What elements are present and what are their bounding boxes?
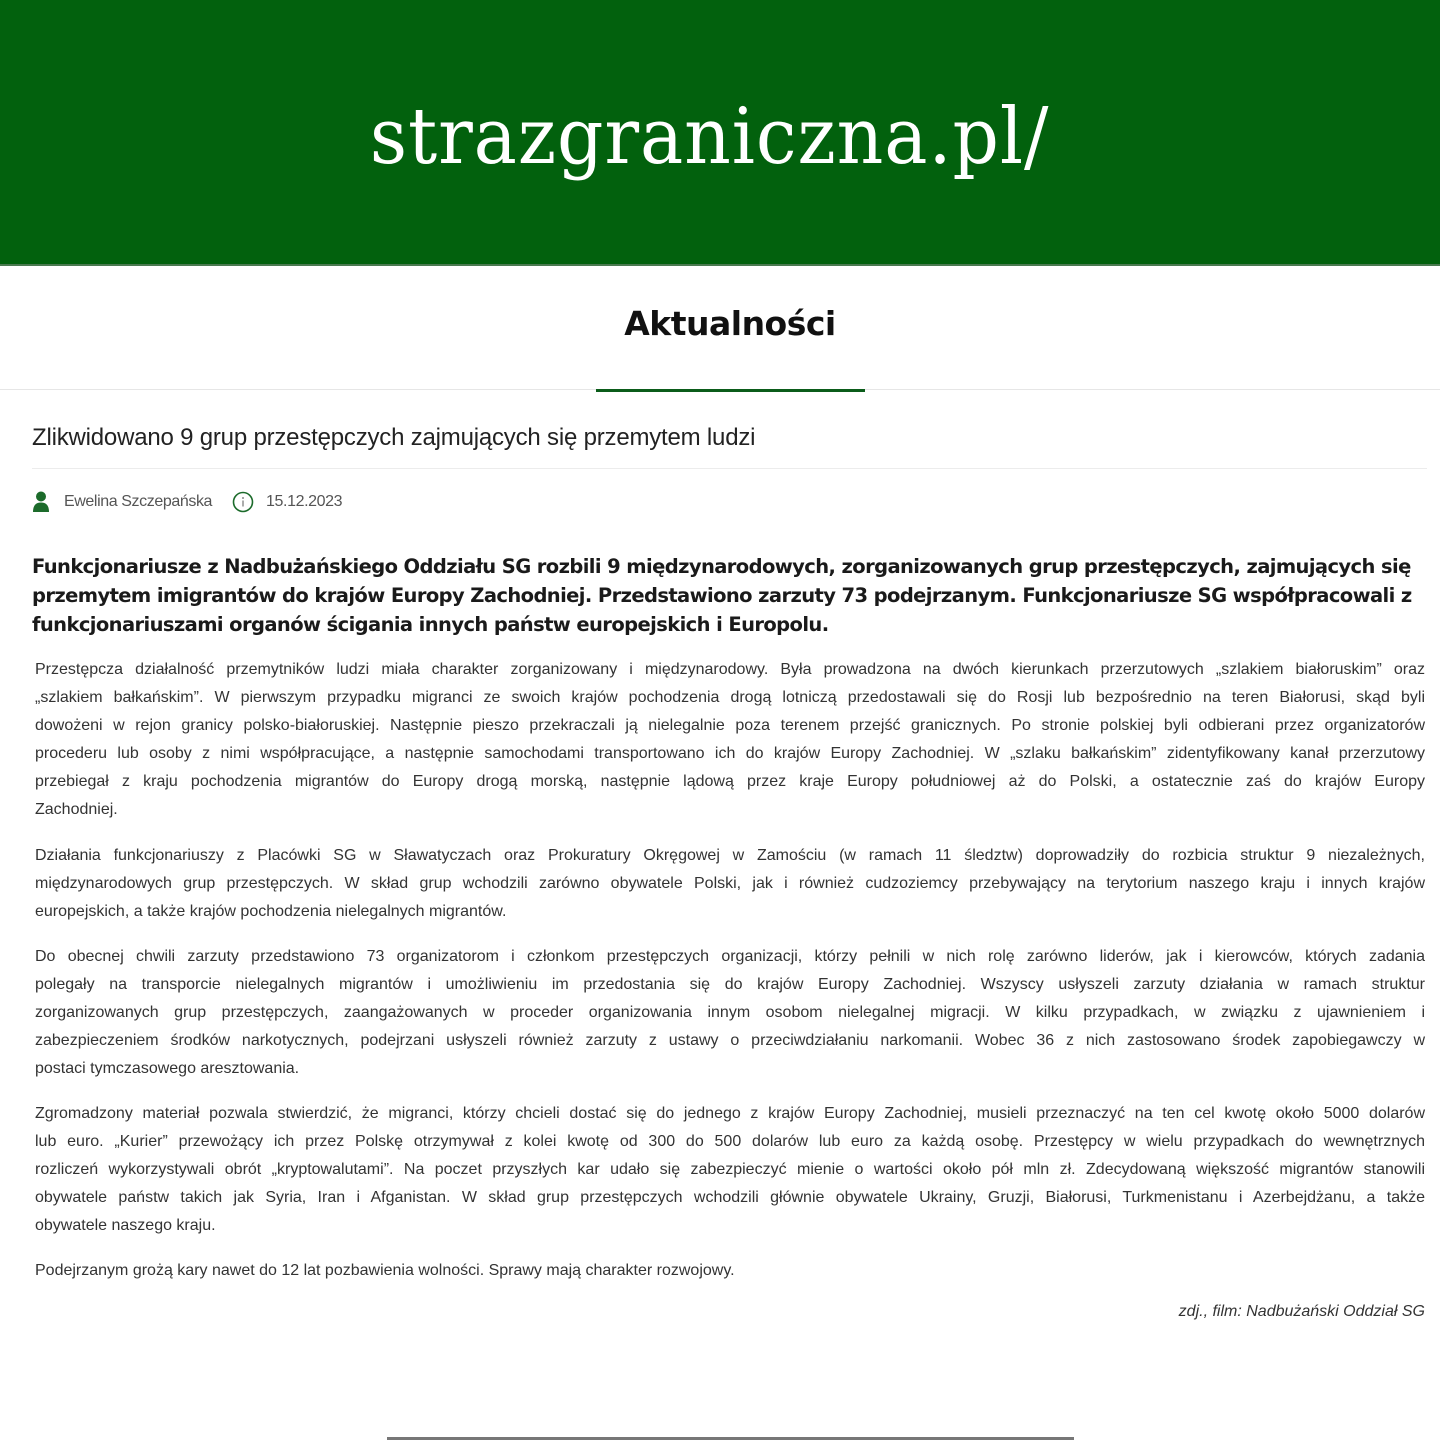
article-author[interactable]: Ewelina Szczepańska <box>64 493 213 510</box>
lead-line: Funkcjonariusze z Nadbużańskiego Oddziału SG rozbili 9 międzynarodowych, zorganizowanych grup przestępczych, zajmujących się <box>32 555 1411 578</box>
paragraph-line: Do obecnej chwili zarzuty przedstawiono 73 organizatorom i członkom przestępczych organizacji, którzy pełnili w nich rolę zarówno liderów, jak i kierowców, których zadania <box>35 948 1425 965</box>
article-paragraph <box>35 1100 1425 1240</box>
paragraph-line: europejskich, a także krajów pochodzenia nielegalnych migrantów. <box>35 903 507 920</box>
article-meta <box>32 488 342 516</box>
banner-divider <box>0 264 1440 266</box>
info-icon <box>232 491 254 513</box>
paragraph-line: Działania funkcjonariuszy z Placówki SG w Sławatyczach oraz Prokuratury Okręgowej w Zamościu (w ramach 11 śledztw) doprowadziły do rozbicia struktur 9 niezależnych, <box>35 847 1425 864</box>
lead-line: funkcjonariuszami organów ścigania innych państw europejskich i Europolu. <box>32 613 829 636</box>
paragraph-line: obywatele naszego kraju. <box>35 1217 216 1234</box>
site-banner <box>0 0 1440 264</box>
paragraph-line: międzynarodowych grup przestępczych. W skład grup wchodzili zarówno obywatele Polski, jak i również cudzoziemcy przebywający na terytorium naszego kraju i innych krajów <box>35 875 1425 892</box>
article-paragraph <box>35 1257 1425 1285</box>
lead-line: przemytem imigrantów do krajów Europy Zachodniej. Przedstawiono zarzuty 73 podejrzanym. Funkcjonariusze SG współpracowali z <box>32 584 1412 607</box>
paragraph-line: polegały na transporcie nielegalnych migrantów i umożliwieniu im przedostania się do krajów Europy Zachodniej. Wszyscy usłyszeli zarzuty działania w ramach struktur <box>35 976 1425 993</box>
paragraph-line: „szlakiem bałkańskim”. W pierwszym przypadku migranci ze swoich krajów pochodzenia drogą lotniczą przedostawali się do Rosji lub bezpośrednio na teren Białorusi, skąd byli <box>35 689 1425 706</box>
title-divider <box>32 468 1427 469</box>
article-title: Zlikwidowano 9 grup przestępczych zajmujących się przemytem ludzi <box>32 424 756 451</box>
article-paragraph <box>35 656 1425 824</box>
paragraph-line: lub euro. „Kurier” przewożący ich przez Polskę otrzymywał z kolei kwotę od 300 do 500 dolarów lub euro za każdą osobę. Przestępcy w wielu przypadkach do wewnętrznych <box>35 1133 1425 1150</box>
paragraph-line: dowożeni w rejon granicy polsko-białoruskiej. Następnie pieszo przekraczali ją nielegalnie poza terenem przejść granicznych. Po stronie polskiej byli odbierani przez organizatorów <box>35 717 1425 734</box>
paragraph-line: Zgromadzony materiał pozwala stwierdzić, że migranci, którzy chcieli dostać się do jednego z krajów Europy Zachodniej, musieli przeznaczyć na ten cel kwotę około 5000 dolarów <box>35 1105 1425 1122</box>
paragraph-line: zabezpieczeniem środków narkotycznych, podejrzani usłyszeli również zarzuty z ustawy o przeciwdziałaniu narkomanii. Wobec 36 z nich zastosowano środek zapobiegawczy w <box>35 1032 1425 1049</box>
section-title: Aktualności <box>624 304 836 343</box>
paragraph-line: rozliczeń wykorzystywali obrót „kryptowalutami”. Na poczet przyszłych kar udało się zabezpieczyć mienie o wartości około pół mln zł. Zdecydowaną większość migrantów stanowili <box>35 1161 1425 1178</box>
site-url-title: strazgraniczna.pl/ <box>369 92 1050 182</box>
paragraph-line: Zachodniej. <box>35 801 118 818</box>
photo-credit: zdj., film: Nadbużański Oddział SG <box>1178 1303 1425 1320</box>
paragraph-line: przebiegał z kraju pochodzenia migrantów do Europy drogą morską, następnie lądową przez kraje Europy południowej aż do Polski, a ostatecznie zaś do krajów Europy <box>35 773 1425 790</box>
article-paragraph <box>35 943 1425 1083</box>
active-tab-underline <box>596 389 865 392</box>
article-paragraph <box>35 842 1425 926</box>
article-lead <box>32 552 1412 639</box>
user-icon <box>32 491 50 513</box>
paragraph-line: Przestępcza działalność przemytników ludzi miała charakter zorganizowany i międzynarodowy. Była prowadzona na dwóch kierunkach przerzutowych „szlakiem białoruskim” oraz <box>35 661 1425 678</box>
paragraph-line: postaci tymczasowego aresztowania. <box>35 1060 300 1077</box>
paragraph-line: Podejrzanym grożą kary nawet do 12 lat pozbawienia wolności. Sprawy mają charakter rozwojowy. <box>35 1262 735 1279</box>
paragraph-line: procederu lub osoby z nimi współpracujące, a następnie samochodami transportowano ich do krajów Europy Zachodniej. W „szlaku bałkańskim” zidentyfikowany kanał przerzutowy <box>35 745 1425 762</box>
paragraph-line: obywatele państw takich jak Syria, Iran i Afganistan. W skład grup przestępczych wchodzili głównie obywatele Ukrainy, Gruzji, Białorusi, Turkmenistanu i Azerbejdżanu, a także <box>35 1189 1425 1206</box>
paragraph-line: zorganizowanych grup przestępczych, zaangażowanych w proceder organizowania innym osobom nielegalnej migracji. W kilku przypadkach, w związku z ujawnieniem i <box>35 1004 1425 1021</box>
article-date: 15.12.2023 <box>266 493 343 510</box>
